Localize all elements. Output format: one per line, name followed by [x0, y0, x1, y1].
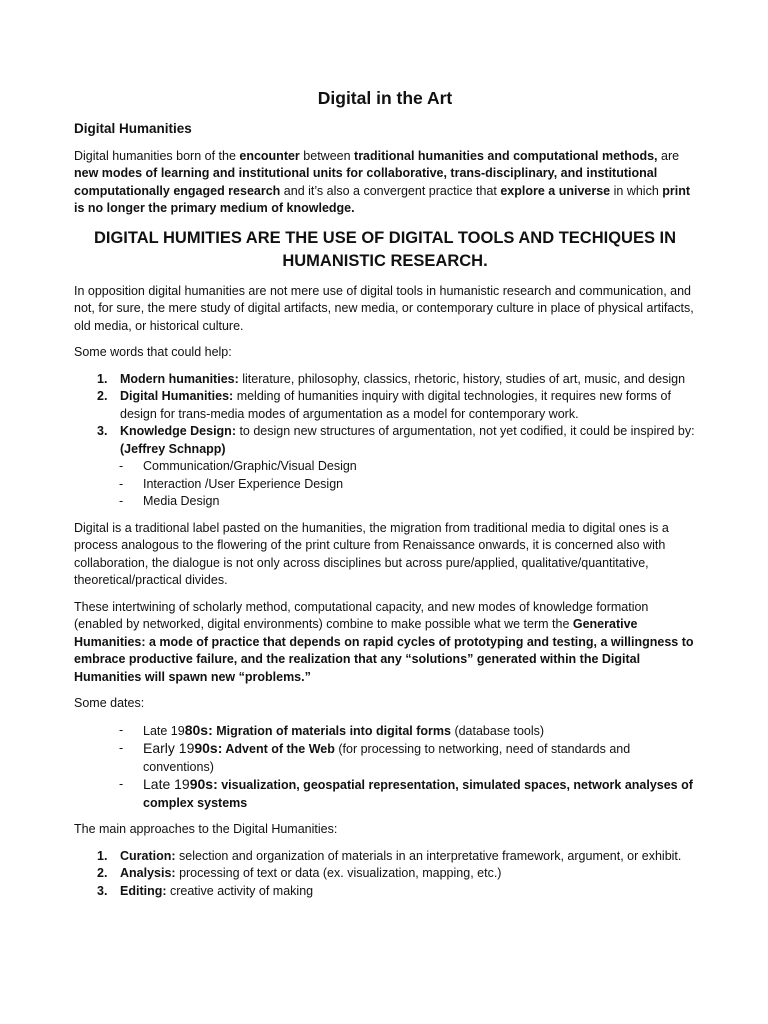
intro-text: and it’s also a convergent practice that [280, 183, 501, 198]
list-term: Curation: [120, 848, 176, 863]
list-item [74, 388, 696, 423]
date-event: visualization, geospatial representation, simulated spaces, network analyses of complex systems [143, 778, 693, 810]
words-list [74, 371, 696, 511]
date-prefix: Late 19 [143, 723, 185, 738]
sublist-text: Interaction /User Experience Design [143, 476, 344, 491]
intro-bold: print is no longer the primary medium of knowledge. [74, 183, 691, 215]
list-number: 2. [97, 866, 108, 880]
date-item [74, 722, 696, 741]
intro-text: between [299, 148, 355, 163]
date-decade: 80s: [184, 721, 213, 738]
section-heading: Digital Humanities [74, 121, 192, 136]
list-number: 3. [97, 424, 108, 438]
dash-marker: - [119, 741, 124, 755]
dash-marker: - [119, 459, 124, 473]
date-note: (for processing to networking, need of standards and conventions) [143, 742, 631, 774]
intertwining-bold: Generative Humanities: a mode of practice that depends on rapid cycles of prototyping and testing, a willingness to embrace productive failure, and the realization that any “solutions” generated within the Digital Humanities will spawn new “problems.” [74, 617, 694, 684]
intro-bold: encounter [239, 148, 300, 163]
list-desc-bold: (Jeffrey Schnapp) [120, 441, 226, 456]
list-item [74, 865, 696, 883]
date-prefix: Early 19 [143, 740, 195, 756]
list-desc: to design new structures of argumentation, not yet codified, it could be inspired by: [235, 424, 695, 438]
list-term: Digital Humanities: [120, 389, 234, 403]
date-item [74, 776, 696, 812]
date-decade: 90s: [194, 740, 223, 756]
list-item [74, 371, 696, 389]
list-number: 2. [97, 389, 108, 403]
list-desc: melding of humanities inquiry with digital technologies, it requires new forms of design for trans-media modes of argumentation as a model for contemporary work. [120, 389, 671, 421]
dash-marker: - [119, 494, 124, 508]
sublist-text: Communication/Graphic/Visual Design [143, 459, 357, 473]
dates-list [74, 722, 696, 813]
sublist-item [74, 493, 696, 511]
intro-bold: explore a universe [500, 183, 611, 198]
sublist-item [74, 476, 696, 494]
list-number: 3. [97, 883, 108, 898]
sublist-item [74, 458, 696, 476]
intro-bold: new modes of learning and institutional units for collaborative, trans-disciplinary, and institutional computationally engaged research [74, 166, 658, 198]
list-desc: selection and organization of materials in an interpretative framework, argument, or exhibit. [175, 848, 682, 863]
page-title: Digital in the Art [317, 88, 453, 108]
intro-bold: traditional humanities and computational methods, [354, 148, 658, 163]
opposition-paragraph: In opposition digital humanities are not mere use of digital tools in humanistic research and communication, and not, for sure, the mere study of digital artifacts, new media, or contemporary culture in place of physical artifacts, old media, or historical culture. [74, 283, 694, 333]
list-number: 1. [97, 848, 108, 863]
list-term: Modern humanities: [120, 371, 239, 386]
headline: DIGITAL HUMITIES ARE THE USE OF DIGITAL TOOLS AND TECHIQUES IN HUMANISTIC RESEARCH. [93, 228, 677, 270]
list-item [74, 883, 696, 901]
words-intro: Some words that could help: [74, 345, 232, 359]
list-desc: creative activity of making [166, 883, 314, 898]
document-body [74, 86, 696, 909]
intro-text: in which [610, 183, 663, 198]
list-item [74, 848, 696, 866]
date-note: (database tools) [450, 723, 545, 738]
approaches-intro: The main approaches to the Digital Humanities: [74, 822, 338, 836]
list-term: Editing: [120, 883, 167, 898]
intro-text: Digital humanities born of the [74, 148, 240, 163]
design-sublist [74, 458, 696, 511]
intertwining-text: These intertwining of scholarly method, computational capacity, and new modes of knowledge formation (enabled by networked, digital environments) combine to make possible what we term the [74, 599, 649, 631]
date-decade: 90s: [189, 776, 218, 792]
list-term: Knowledge Design: [120, 424, 236, 438]
approaches-list [74, 848, 696, 901]
list-number: 1. [97, 371, 108, 386]
dash-marker: - [119, 722, 124, 737]
date-item [74, 740, 696, 776]
dash-marker: - [119, 476, 124, 491]
date-event: Advent of the Web [222, 742, 335, 756]
sublist-text: Media Design [143, 494, 220, 508]
list-desc: literature, philosophy, classics, rhetoric, history, studies of art, music, and design [238, 371, 686, 386]
intertwining-paragraph [74, 599, 696, 687]
date-prefix: Late 19 [143, 776, 190, 792]
intro-text: are [657, 148, 680, 163]
list-item [74, 423, 696, 511]
intro-paragraph [74, 148, 696, 218]
list-desc: processing of text or data (ex. visualization, mapping, etc.) [175, 866, 502, 880]
digital-label-paragraph: Digital is a traditional label pasted on the humanities, the migration from traditional media to digital ones is a process analogous to the flowering of the print culture from Renaissance onwards, it is concerned also with collaboration, the dialogue is not only across disciplines but across pure/applied, qualitative/quantitative, theoretical/practical divides. [74, 520, 669, 587]
dash-marker: - [119, 777, 124, 791]
dates-intro: Some dates: [74, 696, 145, 710]
date-event: Migration of materials into digital forms [212, 723, 451, 738]
list-term: Analysis: [120, 866, 176, 880]
